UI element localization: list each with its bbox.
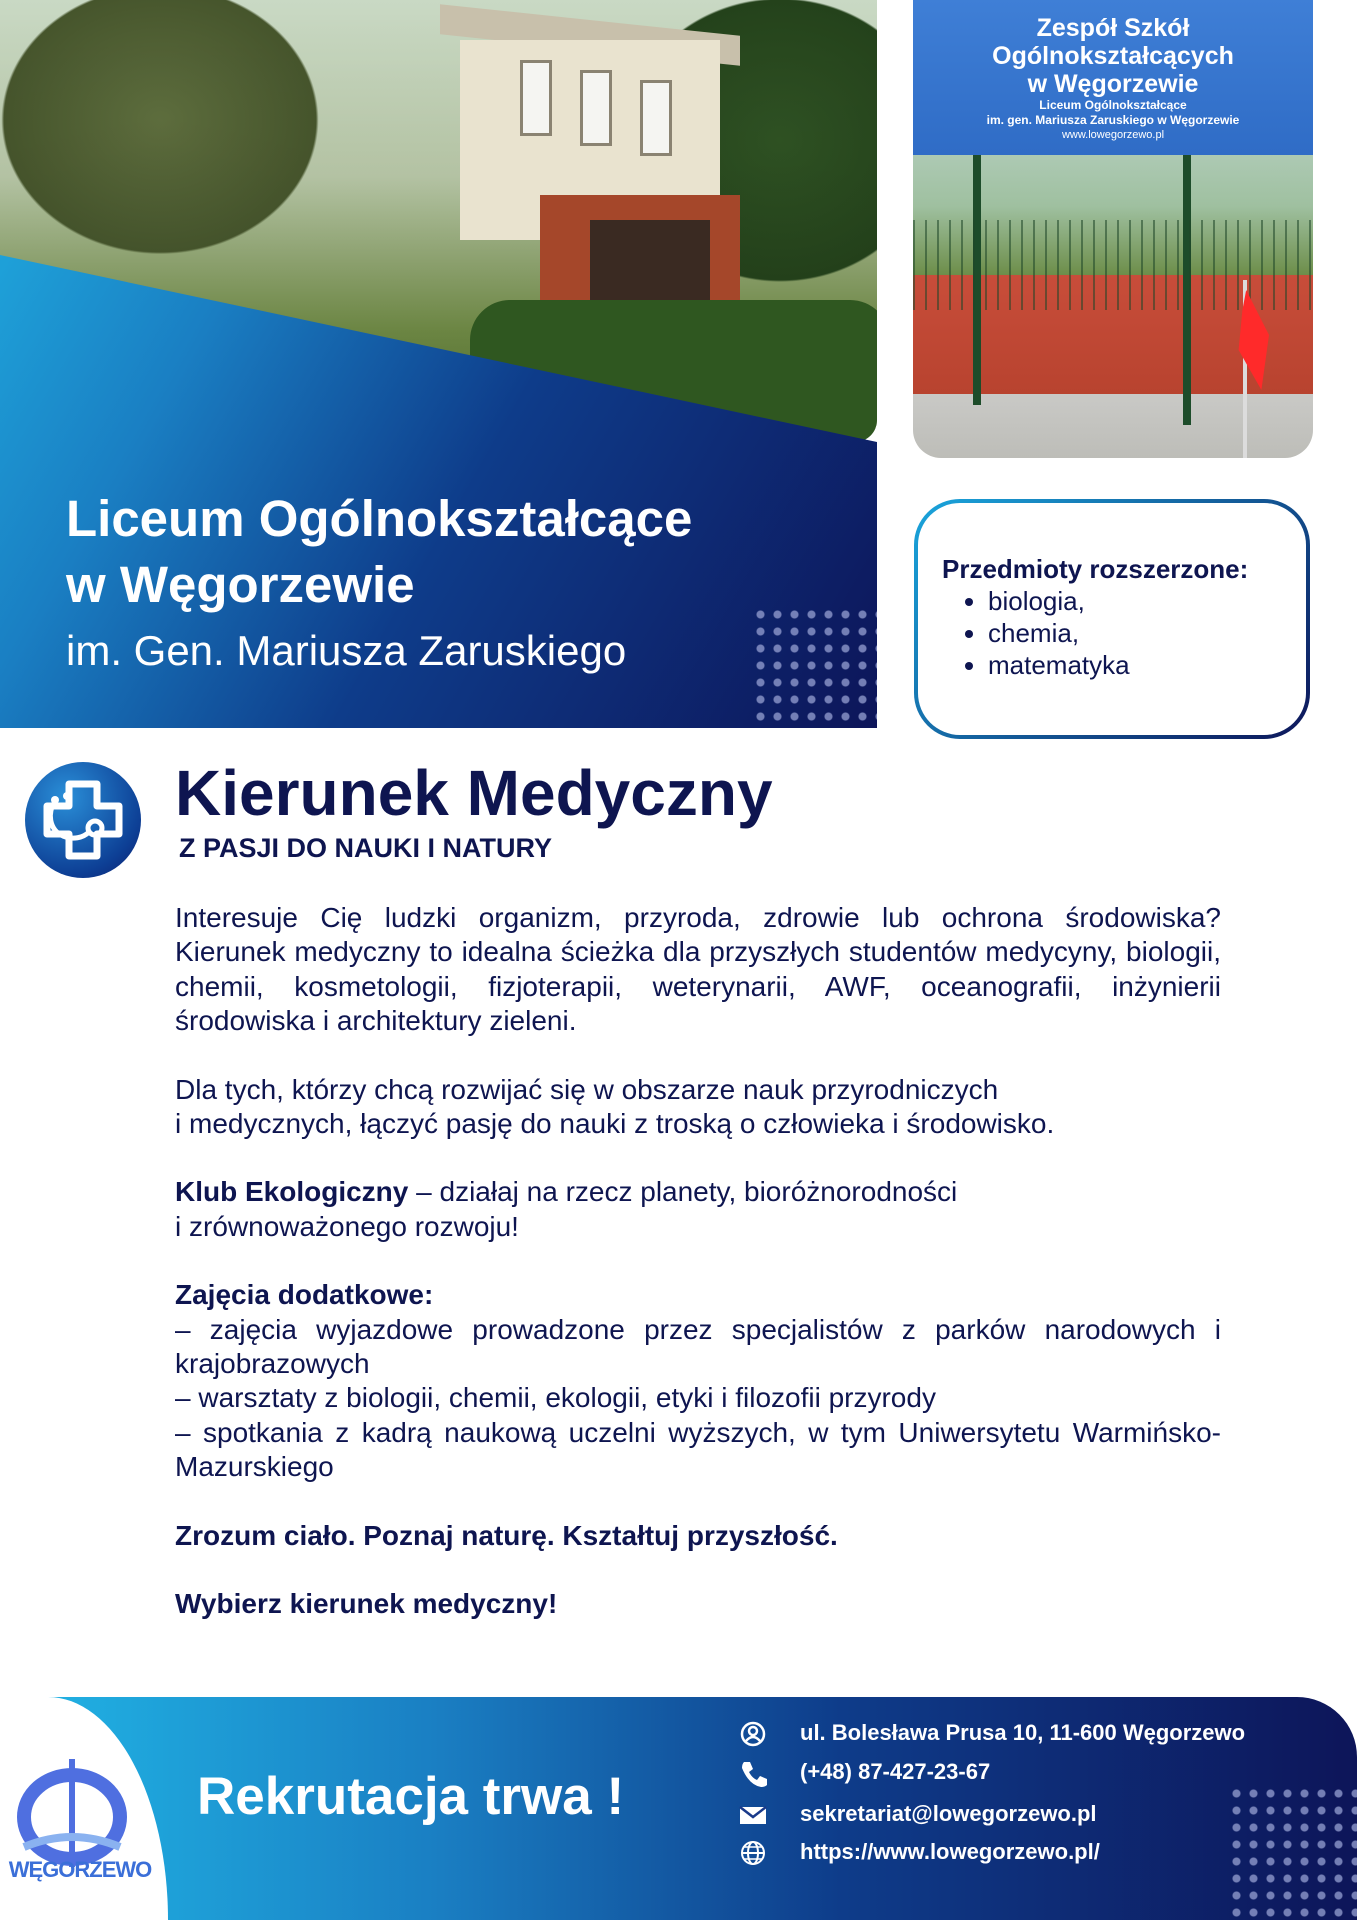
extra-activity-item: – warsztaty z biologii, chemii, ekologii, etyki i filozofii przyrody [175,1382,936,1414]
slogan: Zrozum ciało. Poznaj naturę. Kształtuj przyszłość. [175,1519,838,1551]
contact-phone[interactable] [738,1757,990,1788]
club-name: Klub Ekologiczny [175,1176,409,1208]
recruitment-heading: Rekrutacja trwa ! [197,1767,625,1826]
banner-line: Liceum Ogólnokształcące [1039,97,1187,112]
audience-line: i medycznych, łączyć pasję do nauki z troską o człowieka i środowisko. [175,1108,1055,1140]
subjects-title: Przedmioty rozszerzone: [942,554,1249,584]
building-window [640,80,672,156]
footer-logo-area [0,1697,168,1920]
dot-pattern [1228,1785,1357,1920]
school-name-line1: Liceum Ogólnokształcące [66,490,693,547]
fence [913,220,1313,310]
school-gate-photo [913,0,1313,458]
banner-line: w Węgorzewie [1027,69,1199,98]
subject-item: • matematyka [988,649,1288,681]
building-window [520,60,552,136]
club-paragraph [175,1175,1221,1209]
email-link[interactable]: sekretariat@lowegorzewo.pl [800,1801,1097,1826]
city-logo-text: WĘGORZEWO [8,1857,152,1882]
contact-email[interactable] [738,1799,1097,1830]
extra-activity-item: – spotkania z kadrą naukową uczelni wyższych, w tym Uniwersytetu Warmińsko-Mazurskiego [175,1416,1221,1483]
phone-icon [738,1758,772,1788]
subjects-box [914,499,1310,739]
school-patron: im. Gen. Mariusza Zaruskiego [66,627,627,674]
club-description: i zrównoważonego rozwoju! [175,1210,519,1242]
intro-paragraph: Interesuje Cię ludzki organizm, przyroda, zdrowie lub ochrona środowiska? Kierunek medyczny to idealna ścieżka dla przyszłych studentów medycyny, biologii, chemii, kosmetologii, fizjoterapii, weterynarii, AWF, oceanografii, inżynierii środowiska i architektury zieleni. [175,902,1221,1037]
extra-activity-item: – zajęcia wyjazdowe prowadzone przez specjalistów z parków narodowych i krajobrazowych [175,1313,1221,1380]
banner-line: im. gen. Mariusza Zaruskiego w Węgorzewie [986,112,1240,127]
subject-item: • biologia, [988,585,1288,617]
mail-icon [738,1800,772,1830]
extra-activities-title: Zajęcia dodatkowe: [175,1279,434,1311]
address-text: ul. Bolesława Prusa 10, 11-600 Węgorzewo [800,1720,1246,1745]
banner-line: www.lowegorzewo.pl [1061,128,1165,141]
club-description: – działaj na rzecz planety, bioróżnorodności [408,1176,958,1208]
banner-line: Zespół Szkół Ogólnokształcących [992,13,1234,70]
location-icon [738,1719,772,1749]
globe-icon [738,1838,772,1868]
school-title [66,486,846,680]
phone-text[interactable]: (+48) 87-427-23-67 [800,1759,991,1784]
audience-line: Dla tych, którzy chcą rozwijać się w obszarze nauk przyrodniczych [175,1073,999,1105]
website-link[interactable]: https://www.lowegorzewo.pl/ [800,1839,1100,1864]
school-banner [913,0,1313,155]
school-name-line2: w Węgorzewie [66,556,415,613]
call-to-action: Wybierz kierunek medyczny! [175,1588,558,1620]
subjects-list [942,585,1288,681]
program-title: Kierunek Medyczny [175,757,773,829]
contact-website[interactable] [738,1837,1100,1868]
program-description [175,901,1221,1622]
subject-item: • chemia, [988,617,1288,649]
building-window [580,70,612,146]
contact-address [738,1718,1245,1749]
program-subtitle: Z PASJI DO NAUKI I NATURY [179,833,553,863]
medical-logo-icon [25,762,141,878]
